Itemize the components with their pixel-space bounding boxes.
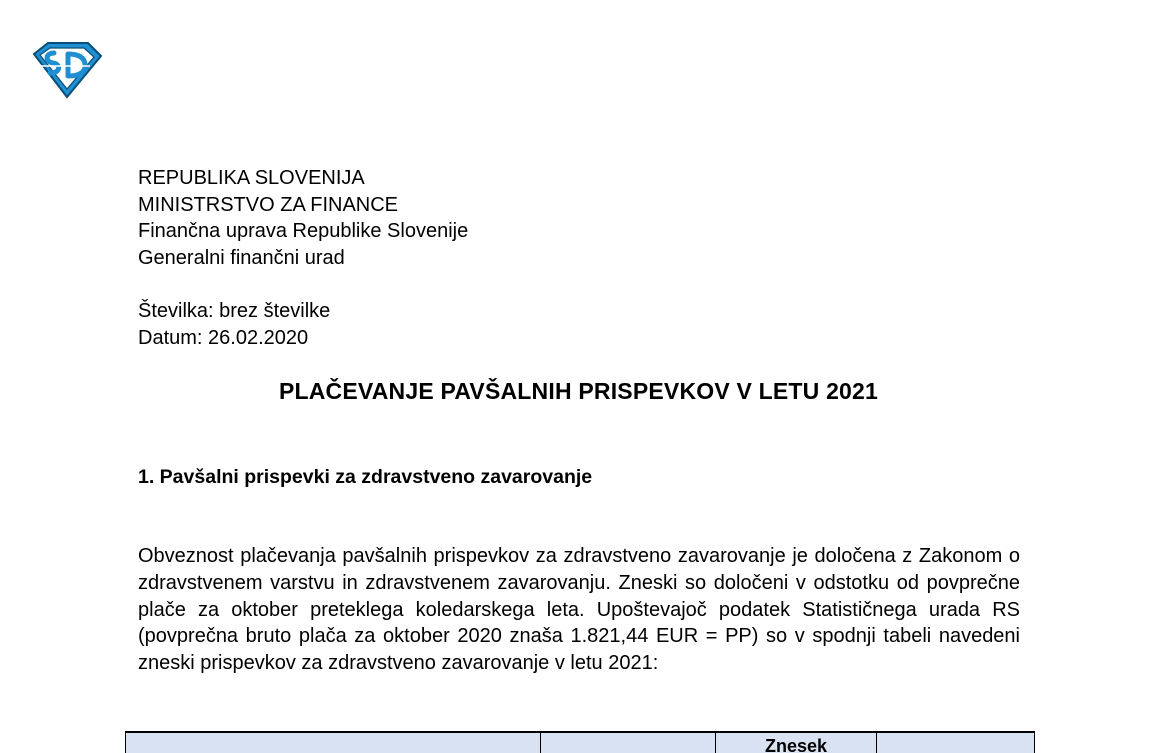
table-header-cell — [126, 733, 541, 753]
section-paragraph: Obveznost plačevanja pavšalnih prispevkov za zdravstveno zavarovanje je določena z Zakonom o zdravstvenem varstvu in zdravstvenem zavarovanju. Zneski so določeni v odstotku od povprečne plače za oktober preteklega koledarskega leta. Upoštevajoč podatek Statističnega urada RS (povprečna bruto plača za oktober 2020 znaša 1.821,44 EUR = PP) so v spodnji tabeli navedeni zneski prispevkov za zdravstveno zavarovanje v letu 2021: — [138, 545, 1020, 675]
table-header-cell — [541, 733, 716, 753]
fu-logo — [30, 40, 104, 100]
document-title: PLAČEVANJE PAVŠALNIH PRISPEVKOV V LETU 2021 — [278, 378, 879, 404]
fu-shield-logo-icon — [30, 40, 104, 100]
issuer-office: Generalni finančni urad — [138, 246, 345, 269]
issuer-ministry: MINISTRSTVO ZA FINANCE — [138, 193, 399, 216]
document-date: Datum: 26.02.2020 — [138, 326, 309, 349]
table-header-cell — [716, 733, 877, 753]
issuer-country: REPUBLIKA SLOVENIJA — [138, 167, 365, 189]
document-number: Številka: brez številke — [138, 300, 331, 322]
contributions-table — [125, 731, 1035, 753]
issuer-block — [138, 165, 468, 271]
section-heading: 1. Pavšalni prispevki za zdravstveno zavarovanje — [138, 466, 593, 488]
issuer-administration: Finančna uprava Republike Slovenije — [138, 220, 469, 242]
reference-block — [138, 298, 330, 351]
table-header-amount: Znesek — [764, 736, 828, 753]
table-header-cell — [877, 733, 1033, 753]
